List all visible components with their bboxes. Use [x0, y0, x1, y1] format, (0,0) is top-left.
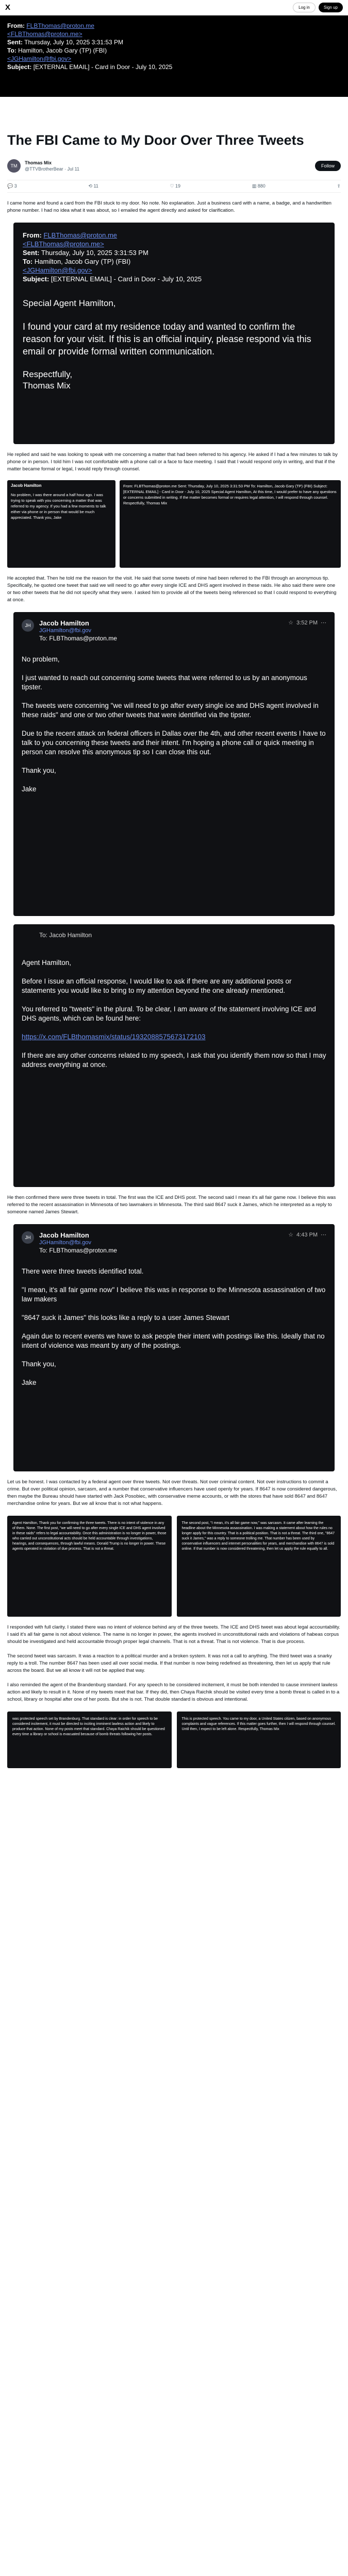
signup-button[interactable]: Sign up [319, 3, 343, 12]
star-icon: ☆ [288, 620, 294, 626]
views-action[interactable]: ▥ 880 [252, 183, 266, 189]
mail-card-3: JH Jacob Hamilton JGHamilton@fbi.gov To: FLBThomas@proton.me ☆ 4:43 PM ⋯ There were three tweets identified total. "I mean, it's all fair game now" I believe this was in response to the Minnesota assassination of two law makers "8647 suck it James" this looks like a reply to a user James Stewart Again due to recent events we have to ask people their intent with postings like this. Ideally that no intent of violence was meant by any of the postings. Thank you, Jake [13, 1224, 335, 1471]
reply-screenshot-left: was protected speech set by Brandenburg. That standard is clear: in order for speech to be considered incitement, it must be directed to inciting imminent lawless action and likely to produce that action. None of my posts meet that standard. Chaya Raichik should be questioned every time a library or school is evacuated because of bomb threats following her posts. [7, 1711, 172, 1768]
author-handle: @TTVBrotherBear · Jul 11 [25, 166, 80, 172]
paragraph: He replied and said he was looking to speak with me concerning a matter that had been referred to his agency. He asked if I had a few minutes to talk by phone or in person. I told him I was not comfortable with a phone call or a face to face meeting. I said that I would respond only in writing, and that if the matter became formal or legal, I would reply through counsel. [7, 452, 338, 472]
repost-action[interactable]: ⟲ 11 [88, 183, 98, 189]
reply-action[interactable]: 💬 3 [7, 183, 17, 189]
article [7, 101, 341, 1768]
mail-card-1: JH Jacob Hamilton JGHamilton@fbi.gov To: FLBThomas@proton.me ☆ 3:52 PM ⋯ No problem, I just wanted to reach out concerning some tweets that were referred to us by an anonymous tipster. The tweets were concerning "we will need to go after every single ice and DHS agent involved in these raids" and one or two other tweets that were identified via the tipster. Due to the recent attack on federal officers in Dallas over the 4th, and other recent events I have to talk to you concerning these tweets and their intent. I'm hoping a phone call or quick meeting in person can resolve this anonymous tip so I can close this out. Thank you, Jake [13, 612, 335, 916]
reply-screenshot: Jacob Hamilton No problem, I was there around a half hour ago. I was trying to speak with you concerning a matter that was referred to my agency. If you had a few moments to talk either via phone or in person that would be much appreciated. Thank you, Jake [7, 480, 115, 568]
email-screenshot: From: FLBThomas@proton.me Sent: Thursday, July 10, 2025 3:31:53 PM To: Hamilton, Jacob Gary (TP) (FBI) Subject: [EXTERNAL EMAIL] - Card in Door - July 10, 2025 Special Agent Hamilton, At this time, I would prefer to have any questions or concerns submitted in writing. If the matter becomes formal or requires legal attention, I will respond through counsel. Respectfully, Thomas Mix [120, 480, 341, 568]
paragraph: I also reminded the agent of the Brandenburg standard. For any speech to be considered incitement, it must be both intended to cause imminent lawless action and likely to result in it. None of my tweets meet that bar. If they did, then Chaya Raichik should be visited every time a bomb threat is called in to a school, library or hospital after one of her posts. But she is not. That double standard is obvious and intentional. [7, 1682, 340, 1702]
article-title: The FBI Came to My Door Over Three Tweets [7, 132, 304, 148]
paragraph: I responded with full clarity. I stated there was no intent of violence behind any of the three tweets. The ICE and DHS tweet was about legal accountability. I said it's all fair game is not about violence. The name is no longer in power, the agents involved in unconstitutional raids and violations of habeas corpus should be investigated and held accountable through proper legal channels. That is not a threat. That is not violence. That is due process. [7, 1624, 340, 1645]
reply-screenshot-right: This is protected speech. You came to my door, a United States citizen, based on anonymous complaints and vague references. If this matter goes further, then I will respond through counsel. Until then, I expect to be left alone. Respectfully, Thomas Mix [177, 1711, 341, 1768]
image-row [7, 1711, 341, 1768]
author-row [7, 159, 341, 173]
avatar: JH [22, 619, 34, 632]
login-button[interactable]: Log in [293, 3, 316, 12]
avatar: JH [22, 1231, 34, 1244]
email-card-image: From: FLBThomas@proton.me <FLBThomas@proton.me> Sent: Thursday, July 10, 2025 3:31:53 PM To: Hamilton, Jacob Gary (TP) (FBI) <JGHamilton@fbi.gov> Subject: [EXTERNAL EMAIL] - Card in Door - July 10, 2025 Special Agent Hamilton, I found your card at my residence today and wanted to confirm the reason for your visit. If this is an official inquiry, please respond via this email or provide formal written communication. Respectfully, Thomas Mix [13, 223, 335, 444]
paragraph: The second tweet was sarcasm. It was a reaction to a political murder and a broken system. It was not a call to anything. The third tweet was a snarky reply to a troll. The number 8647 has been used all over social media. If that number is now being redefined as threatening, then let us apply that rule across the board. But we all know it will not be applied that way. [7, 1653, 332, 1673]
top-bar [0, 0, 348, 15]
more-icon: ⋯ [321, 620, 326, 626]
email-header-image: From: FLBThomas@proton.me <FLBThomas@proton.me> Sent: Thursday, July 10, 2025 3:31:53 PM To: Hamilton, Jacob Gary (TP) (FBI) <JGHamilton@fbi.gov> Subject: [EXTERNAL EMAIL] - Card in Door - July 10, 2025 [0, 15, 348, 97]
avatar[interactable]: TM [7, 159, 21, 173]
share-icon[interactable]: ⇪ [337, 183, 341, 189]
image-row [7, 480, 341, 568]
x-logo-icon[interactable]: X [5, 3, 11, 12]
mail-card-2: To: Jacob Hamilton Agent Hamilton, Before I issue an official response, I would like to ask if there are any additional posts or statements you would like to bring to my attention beyond the one already mentioned. You referred to "tweets" in the plural. To be clear, I am aware of the statement involving ICE and DHS agents, which can be found here: https://x.com/FLBthomasmix/status/1932088575673172103 If there are any other concerns related to my speech, I ask that you identify them now so that I may address everything at once. [13, 924, 335, 1187]
reply-screenshot-right: The second post, "I mean, it's all fair game now," was sarcasm. It came after learning the headline about the Minnesota assassination. I was making a statement about how the rules no longer apply for this country. That is a political position. That is not a threat. The third one, "8647 suck it James," was a reply to someone trolling me. That number has been used by conservative influencers and internet personalities for years, and merchandise with 8647 is sold online. If that number is now considered threatening, then let us apply the rule equally to all. [177, 1516, 341, 1617]
paragraph: Let us be honest. I was contacted by a federal agent over three tweets. Not over threats. Not over criminal content. Not over instructions to commit a crime. But over political opinion, sarcasm, and a number that conservative influencers have used openly for years. If 8647 is now considered dangerous, then maybe the Bureau should have started with Jack Posobiec, with conservative meme accounts, or with the stores that have sold 8647 and 8647 merchandise online for years. But we all know that is not what happens. [7, 1479, 337, 1506]
author-name[interactable]: Thomas Mix [25, 160, 52, 165]
image-row [7, 1516, 341, 1617]
follow-button[interactable]: Follow [315, 161, 341, 171]
star-icon: ☆ [288, 1232, 294, 1238]
paragraph: I came home and found a card from the FBI stuck to my door. No note. No explanation. Just a business card with a name, a badge, and a handwritten phone number. I had no idea what it was about, so I emailed the agent directly and asked for clarification. [7, 200, 332, 213]
paragraph: He then confirmed there were three tweets in total. The first was the ICE and DHS post. The second said I mean it's all fair game now. I believe this was referred to the recent assassination in Minnesota of two lawmakers in Minnesota. The third said 8647 suck it James, which he interpreted as a reply to someone named James Stewart. [7, 1195, 336, 1215]
action-bar [7, 180, 341, 193]
like-action[interactable]: ♡ 19 [170, 183, 181, 189]
reply-screenshot-left: Agent Hamilton, Thank you for confirming the three tweets. There is no intent of violence in any of them. None. The first post, "we will need to go after every single ICE and DHS agent involved in these raids" refers to legal accountability. Once this administration is no longer in power, those who carried out unconstitutional acts should be held accountable through investigations, hearings, and consequences, through lawful means. Donald Trump is no longer in power. These agents operated in violation of due process. That is not a threat. [7, 1516, 172, 1617]
tweet-link[interactable]: https://x.com/FLBthomasmix/status/1932088575673172103 [22, 1033, 206, 1041]
more-icon: ⋯ [321, 1232, 326, 1238]
paragraph: He accepted that. Then he told me the reason for the visit. He said that some tweets of mine had been referred to the FBI through an anonymous tip. Specifically, he quoted one tweet that said we will need to go after every single ICE and DHS agent involved in these raids. He also said there were one or two other tweets that he did not specify what they were. I asked him to provide all of the tweets being referenced so that I could respond to everything at once. [7, 575, 337, 603]
